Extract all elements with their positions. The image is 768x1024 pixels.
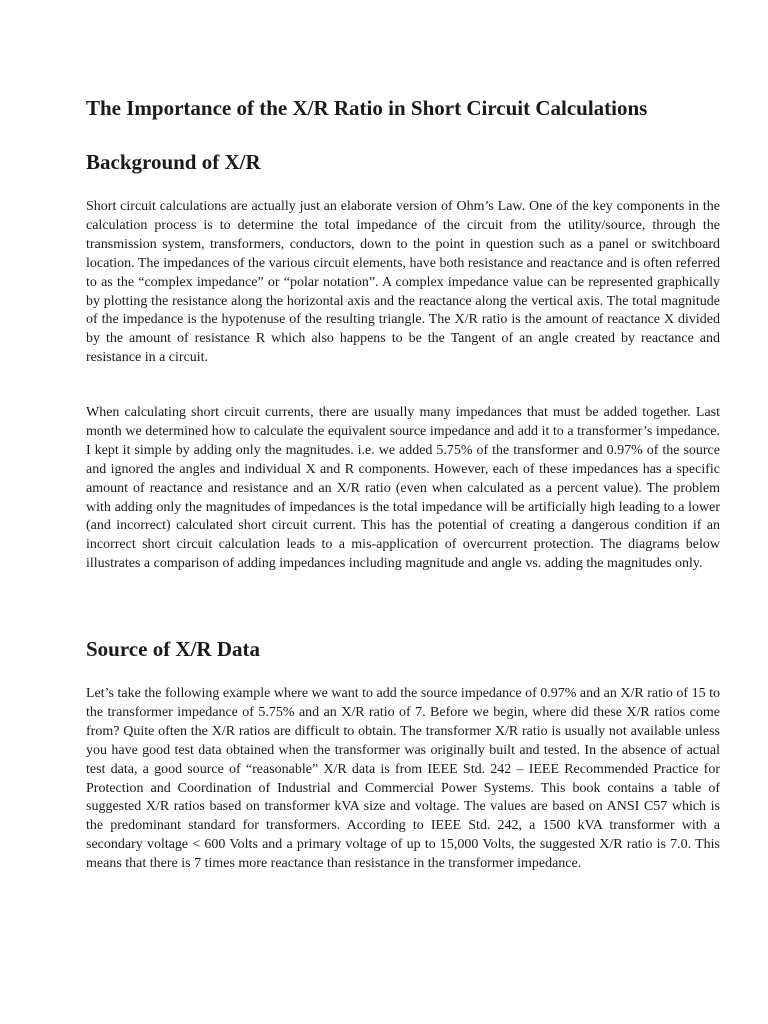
section-heading-background: Background of X/R	[86, 150, 261, 174]
section-heading-source: Source of X/R Data	[86, 637, 261, 661]
paragraph-source-1: Let’s take the following example where we want to add the source impedance of 0.97% and an X/R ratio of 15 to the transformer impedance of 5.75% and an X/R ratio of 7. Before we begin, where did these X/R ratios come from? Quite often the X/R ratios are difficult to obtain. The transformer X/R ratio is usually not available unless you have good test data obtained when the transformer was originally built and tested. In the absence of actual test data, a good source of “reasonable” X/R data is from IEEE Std. 242 – IEEE Recommended Practice for Protection and Coordination of Industrial and Commercial Power Systems. This book contains a table of suggested X/R ratios based on transformer kVA size and voltage. The values are based on ANSI C57 which is the predominant standard for transformers. According to IEEE Std. 242, a 1500 kVA transformer with a secondary voltage < 600 Volts and a primary voltage of up to 15,000 Volts, the suggested X/R ratio is 7.0. This means that there is 7 times more reactance than resistance in the transformer impedance.	[86, 686, 720, 872]
paragraph-background-2: When calculating short circuit currents, there are usually many impedances that must be added together. Last month we determined how to calculate the equivalent source impedance and add it to a transformer’s impedance. I kept it simple by adding only the magnitudes. i.e. we added 5.75% of the transformer and 0.97% of the source and ignored the angles and individual X and R components. However, each of these impedances has a specific amount of reactance and resistance and an X/R ratio (even when calculated as a percent value). The problem with adding only the magnitudes of impedances is the total impedance will be artificially high leading to a lower (and incorrect) calculated short circuit current. This has the potential of creating a dangerous condition if an incorrect short circuit calculation leads to a mis-application of overcurrent protection. The diagrams below illustrates a comparison of adding impedances including magnitude and angle vs. adding the magnitudes only.	[86, 405, 720, 572]
document-title: The Importance of the X/R Ratio in Short Circuit Calculations	[86, 96, 648, 120]
paragraph-background-1: Short circuit calculations are actually just an elaborate version of Ohm’s Law. One of the key components in the calculation process is to determine the total impedance of the circuit from the utility/source, through the transmission system, transformers, conductors, down to the point in question such as a panel or switchboard location. The impedances of the various circuit elements, have both resistance and reactance and is often referred to as the “complex impedance” or “polar notation”. A complex impedance value can be represented graphically by plotting the resistance along the horizontal axis and the reactance along the vertical axis. The total magnitude of the impedance is the hypotenuse of the resulting triangle. The X/R ratio is the amount of reactance X divided by the amount of resistance R which also happens to be the Tangent of an angle created by reactance and resistance in a circuit.	[86, 199, 720, 366]
